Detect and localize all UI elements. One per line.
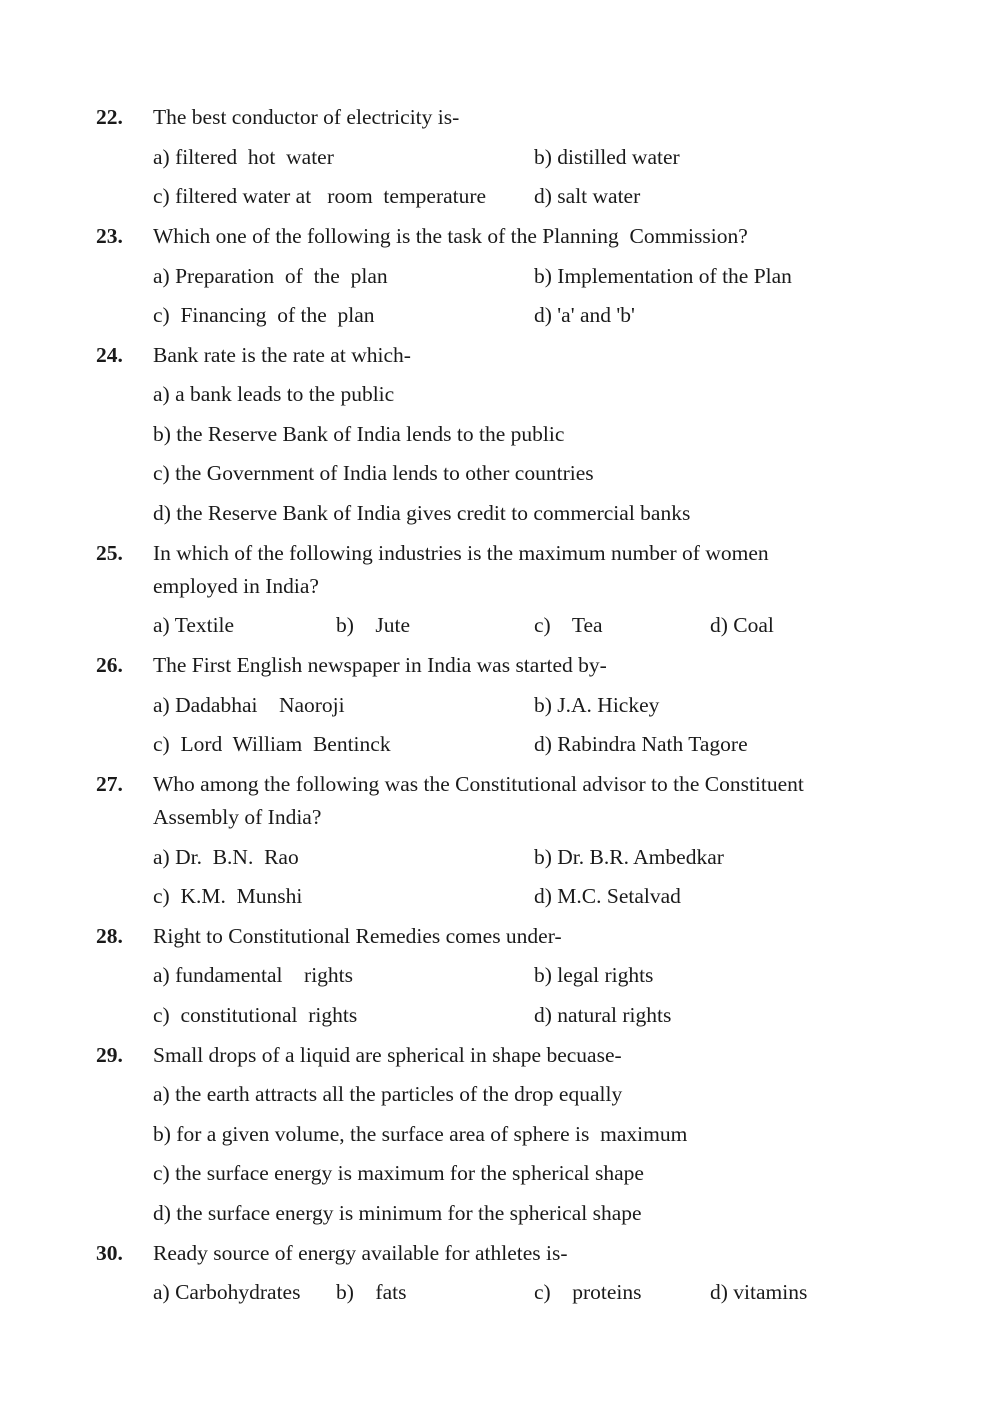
question-number: 23. [96,224,123,248]
option-b: b) distilled water [534,145,680,169]
option-b: b) Dr. B.R. Ambedkar [534,845,724,869]
option-c: c) Tea [534,613,603,637]
option-d: d) natural rights [534,1003,672,1027]
option-a: a) fundamental rights [153,963,354,987]
option-c: c) Financing of the plan [153,303,375,327]
question-text: Right to Constitutional Remedies comes under- [153,924,562,948]
question-text: Which one of the following is the task of the Planning Commission? [153,224,748,248]
option-a: a) Textile [153,613,235,637]
option-b: b) J.A. Hickey [534,693,660,717]
option-a: a) Carbohydrates [153,1280,301,1304]
question-text: Small drops of a liquid are spherical in shape becuase- [153,1043,622,1067]
option-c: c) K.M. Munshi [153,884,303,908]
option-d: d) 'a' and 'b' [534,303,635,327]
option-b: b) Jute [336,613,411,637]
question-number: 30. [96,1241,123,1265]
option-b: b) for a given volume, the surface area of sphere is maximum [153,1122,688,1146]
option-c: c) constitutional rights [153,1003,358,1027]
option-a: a) Preparation of the plan [153,264,388,288]
option-c: c) proteins [534,1280,642,1304]
option-b: b) Implementation of the Plan [534,264,792,288]
option-b: b) legal rights [534,963,654,987]
option-d: d) vitamins [710,1280,808,1304]
option-d: d) the Reserve Bank of India gives credit to commercial banks [153,501,691,525]
question-text: Who among the following was the Constitutional advisor to the Constituent [153,772,804,796]
question-number: 24. [96,343,123,367]
question-text: The best conductor of electricity is- [153,105,460,129]
question-text: Ready source of energy available for athletes is- [153,1241,568,1265]
question-number: 22. [96,105,123,129]
question-number: 28. [96,924,123,948]
option-d: d) Coal [710,613,774,637]
option-b: b) the Reserve Bank of India lends to the public [153,422,565,446]
question-number: 29. [96,1043,123,1067]
option-d: d) M.C. Setalvad [534,884,681,908]
option-b: b) fats [336,1280,407,1304]
question-text-continued: employed in India? [153,574,319,598]
option-a: a) a bank leads to the public [153,382,395,406]
option-a: a) Dadabhai Naoroji [153,693,345,717]
question-text-continued: Assembly of India? [153,805,322,829]
question-text: In which of the following industries is the maximum number of women [153,541,769,565]
option-a: a) the earth attracts all the particles of the drop equally [153,1082,623,1106]
option-d: d) the surface energy is minimum for the spherical shape [153,1201,642,1225]
option-d: d) salt water [534,184,641,208]
question-number: 26. [96,653,123,677]
option-a: a) Dr. B.N. Rao [153,845,299,869]
option-a: a) filtered hot water [153,145,334,169]
question-number: 25. [96,541,123,565]
option-c: c) the Government of India lends to other countries [153,461,594,485]
option-c: c) the surface energy is maximum for the spherical shape [153,1161,644,1185]
option-c: c) filtered water at room temperature [153,184,487,208]
option-d: d) Rabindra Nath Tagore [534,732,748,756]
question-number: 27. [96,772,123,796]
question-text: The First English newspaper in India was started by- [153,653,607,677]
question-text: Bank rate is the rate at which- [153,343,411,367]
option-c: c) Lord William Bentinck [153,732,391,756]
